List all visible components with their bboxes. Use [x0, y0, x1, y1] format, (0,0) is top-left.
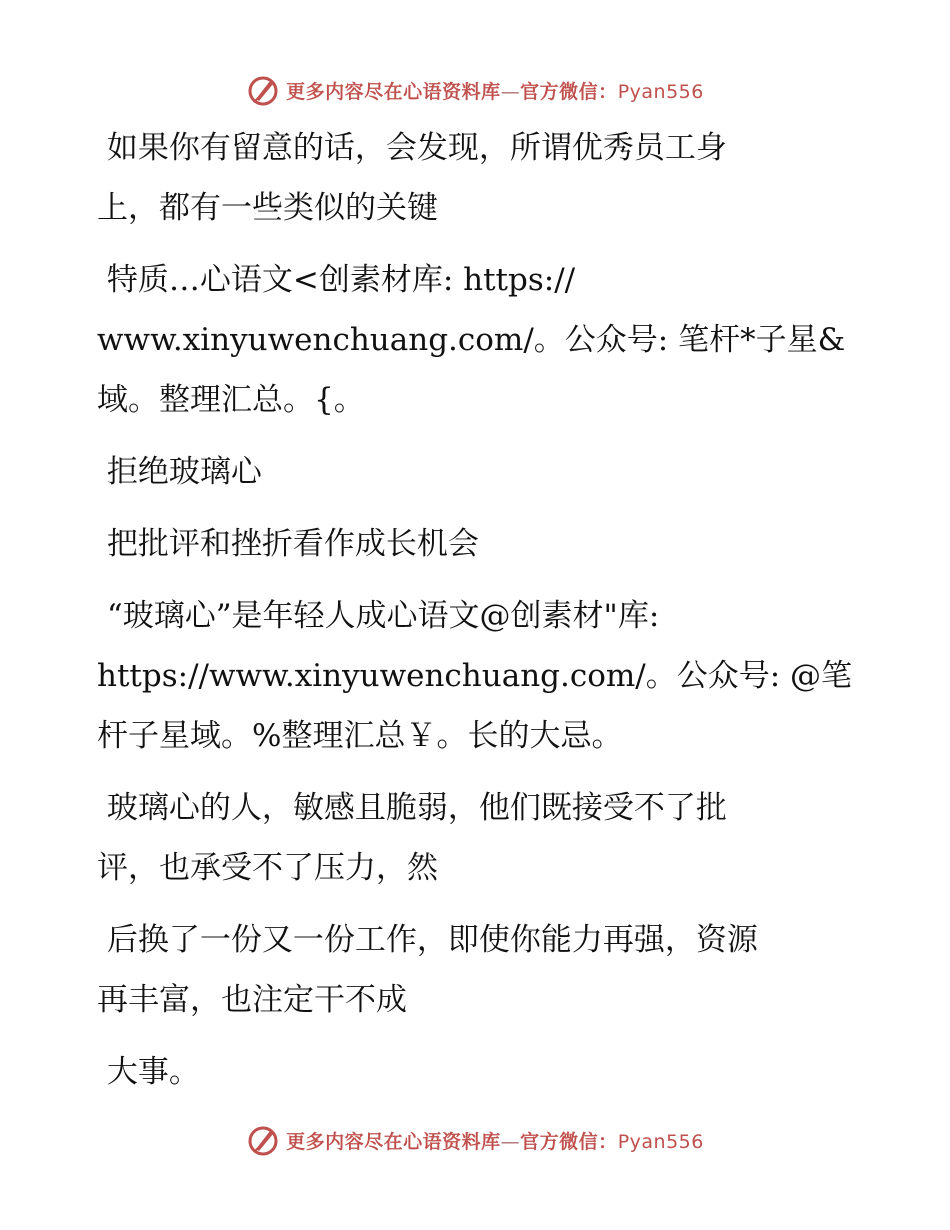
header-banner-text: 更多内容尽在心语资料库—官方微信：Pyan556 [286, 80, 704, 103]
paragraph-line: 如果你有留意的话，会发现，所谓优秀员工身 [97, 130, 727, 166]
paragraph-line: 大事。 [97, 1054, 200, 1090]
paragraph [97, 1042, 887, 1102]
paragraph-line: 拒绝玻璃心 [97, 454, 262, 490]
paragraph [97, 442, 887, 502]
quill-logo-icon [246, 73, 280, 107]
paragraph [97, 118, 887, 238]
paragraph-line: “玻璃心”是年轻人成心语文@创素材"库: [97, 598, 660, 634]
paragraph-line: 后换了一份又一份工作，即使你能力再强，资源 [97, 922, 758, 958]
paragraph [97, 778, 887, 898]
paragraph [97, 910, 887, 1030]
paragraph-line: 域。整理汇总。{。 [97, 382, 365, 418]
paragraph-line: 评，也承受不了压力，然 [97, 850, 438, 886]
paragraph-line: 把批评和挫折看作成长机会 [97, 526, 479, 562]
paragraph-line: https://www.xinyuwenchuang.com/。公众号: @笔 [97, 658, 853, 694]
paragraph [97, 514, 887, 574]
footer-banner [0, 1120, 950, 1160]
paragraph-line: www.xinyuwenchuang.com/。公众号: 笔杆*子星& [97, 322, 846, 358]
paragraph [97, 586, 887, 766]
quill-logo-icon [246, 1123, 280, 1157]
paragraph-line: 特质…心语文<创素材库: https:// [97, 262, 576, 298]
paragraph-line: 杆子星域。%整理汇总￥。长的大忌。 [97, 718, 623, 754]
paragraph-line: 上，都有一些类似的关键 [97, 190, 438, 226]
paragraph-line: 再丰富，也注定干不成 [97, 982, 407, 1018]
paragraph-line: 玻璃心的人，敏感且脆弱，他们既接受不了批 [97, 790, 727, 826]
document-body [97, 118, 887, 1114]
header-banner [0, 70, 950, 110]
footer-banner-text: 更多内容尽在心语资料库—官方微信：Pyan556 [286, 1130, 704, 1153]
paragraph [97, 250, 887, 430]
